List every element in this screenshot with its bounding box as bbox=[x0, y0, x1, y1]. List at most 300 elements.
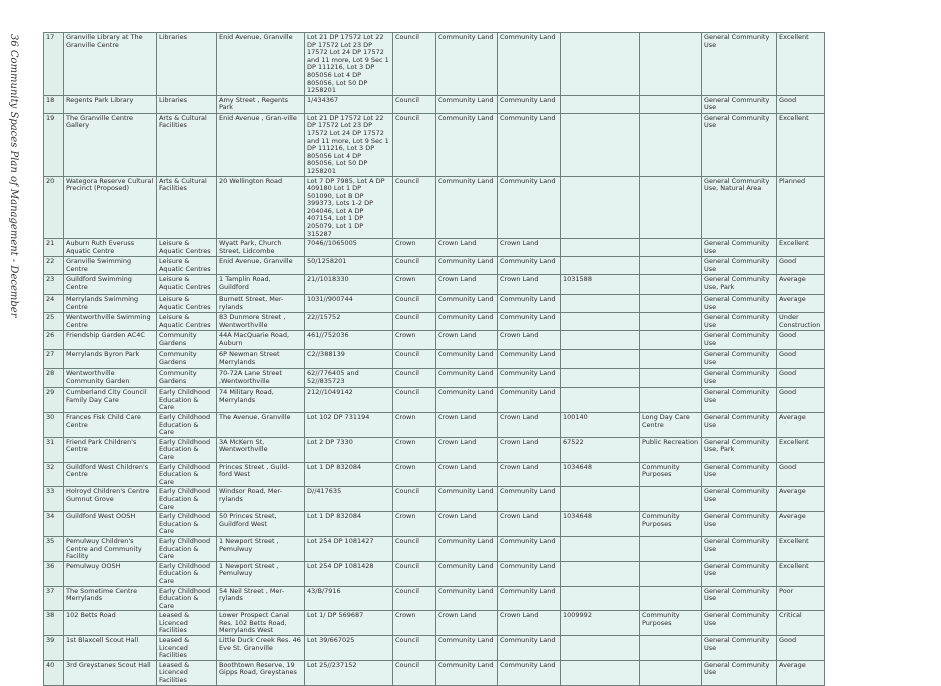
address-cell: Enid Avenue , Gran-ville bbox=[217, 113, 305, 176]
land-category-cell: Community Land bbox=[498, 295, 561, 313]
land-classification-cell: Community Land bbox=[436, 636, 498, 661]
row-number-cell: 20 bbox=[44, 176, 64, 239]
reserve-id-cell bbox=[561, 660, 640, 685]
category-cell: Leased & Licenced Facilities bbox=[157, 660, 217, 685]
table-row bbox=[44, 388, 825, 413]
permitted-use-cell: General Community Use bbox=[702, 113, 777, 176]
owner-cell: Council bbox=[393, 33, 436, 96]
lot-dp-cell: 43/B/7916 bbox=[305, 586, 393, 611]
land-category-cell: Community Land bbox=[498, 313, 561, 331]
owner-cell: Council bbox=[393, 95, 436, 113]
reserve-purpose-cell bbox=[640, 536, 702, 561]
category-cell: Early Childhood Education & Care bbox=[157, 512, 217, 537]
land-classification-cell: Community Land bbox=[436, 388, 498, 413]
permitted-use-cell: General Community Use bbox=[702, 586, 777, 611]
category-cell: Early Childhood Education & Care bbox=[157, 487, 217, 512]
row-number-cell: 33 bbox=[44, 487, 64, 512]
condition-cell: Good bbox=[777, 636, 825, 661]
land-classification-cell: Crown Land bbox=[436, 611, 498, 636]
lot-dp-cell: 22//15752 bbox=[305, 313, 393, 331]
owner-cell: Crown bbox=[393, 331, 436, 350]
permitted-use-cell: General Community Use bbox=[702, 462, 777, 487]
row-number-cell: 18 bbox=[44, 95, 64, 113]
land-classification-cell: Community Land bbox=[436, 257, 498, 275]
reserve-id-cell: 1031588 bbox=[561, 275, 640, 295]
condition-cell: Good bbox=[777, 462, 825, 487]
owner-cell: Council bbox=[393, 586, 436, 611]
category-cell: Community Gardens bbox=[157, 350, 217, 369]
reserve-id-cell: 1009992 bbox=[561, 611, 640, 636]
reserve-purpose-cell bbox=[640, 257, 702, 275]
owner-cell: Council bbox=[393, 536, 436, 561]
address-cell: 83 Dunmore Street , Wentworthville bbox=[217, 313, 305, 331]
land-category-cell: Community Land bbox=[498, 95, 561, 113]
owner-cell: Council bbox=[393, 561, 436, 586]
reserve-id-cell bbox=[561, 561, 640, 586]
condition-cell: Excellent bbox=[777, 113, 825, 176]
permitted-use-cell: General Community Use bbox=[702, 95, 777, 113]
land-classification-cell: Crown Land bbox=[436, 275, 498, 295]
row-number-cell: 34 bbox=[44, 512, 64, 537]
condition-cell: Excellent bbox=[777, 561, 825, 586]
land-classification-cell: Community Land bbox=[436, 113, 498, 176]
address-cell: Enid Avenue, Granville bbox=[217, 33, 305, 96]
condition-cell: Good bbox=[777, 350, 825, 369]
category-cell: Early Childhood Education & Care bbox=[157, 462, 217, 487]
land-classification-cell: Community Land bbox=[436, 536, 498, 561]
lot-dp-cell: Lot 2 DP 7330 bbox=[305, 437, 393, 462]
community-spaces-table bbox=[43, 32, 825, 686]
land-classification-cell: Community Land bbox=[436, 176, 498, 239]
address-cell: 3A McKern St, Wentworthville bbox=[217, 437, 305, 462]
row-number-cell: 29 bbox=[44, 388, 64, 413]
table-row bbox=[44, 350, 825, 369]
reserve-purpose-cell: Public Recreation bbox=[640, 437, 702, 462]
reserve-id-cell bbox=[561, 257, 640, 275]
reserve-id-cell bbox=[561, 331, 640, 350]
reserve-purpose-cell bbox=[640, 388, 702, 413]
address-cell: Amy Street , Regents Park bbox=[217, 95, 305, 113]
reserve-id-cell bbox=[561, 176, 640, 239]
land-category-cell: Community Land bbox=[498, 388, 561, 413]
lot-dp-cell: Lot 7 DP 7985, Lot A DP 409180 Lot 1 DP 501090, Lot B DP 399373, Lots 1-2 DP 204046, Lot A DP 407154, Lot 1 DP 205079, Lot 1 DP 315287 bbox=[305, 176, 393, 239]
land-classification-cell: Community Land bbox=[436, 350, 498, 369]
facility-name-cell: The Granville Centre Gallery bbox=[64, 113, 157, 176]
category-cell: Leased & Licenced Facilities bbox=[157, 636, 217, 661]
reserve-purpose-cell bbox=[640, 369, 702, 388]
table-row bbox=[44, 313, 825, 331]
address-cell: 6P Newman Street Merrylands bbox=[217, 350, 305, 369]
address-cell: Lower Prospect Canal Res. 102 Betts Road, Merrylands West bbox=[217, 611, 305, 636]
permitted-use-cell: General Community Use bbox=[702, 239, 777, 257]
condition-cell: Good bbox=[777, 388, 825, 413]
row-number-cell: 32 bbox=[44, 462, 64, 487]
row-number-cell: 27 bbox=[44, 350, 64, 369]
facility-name-cell: Friendship Garden AC4C bbox=[64, 331, 157, 350]
permitted-use-cell: General Community Use, Park bbox=[702, 275, 777, 295]
table-row bbox=[44, 33, 825, 96]
permitted-use-cell: General Community Use bbox=[702, 33, 777, 96]
row-number-cell: 26 bbox=[44, 331, 64, 350]
lot-dp-cell: Lot 21 DP 17572 Lot 22 DP 17572 Lot 23 DP 17572 Lot 24 DP 17572 and 11 more, Lot 9 Sec 1 DP 111216, Lot 3 DP 805056 Lot 4 DP 805056, Lot 50 DP 1258201 bbox=[305, 33, 393, 96]
reserve-purpose-cell bbox=[640, 636, 702, 661]
category-cell: Leased & Licenced Facilities bbox=[157, 611, 217, 636]
row-number-cell: 35 bbox=[44, 536, 64, 561]
land-category-cell: Crown Land bbox=[498, 413, 561, 438]
address-cell: Enid Avenue, Granville bbox=[217, 257, 305, 275]
facility-name-cell: Guildford West OOSH bbox=[64, 512, 157, 537]
land-category-cell: Community Land bbox=[498, 257, 561, 275]
reserve-id-cell: 67522 bbox=[561, 437, 640, 462]
lot-dp-cell: 21//1018330 bbox=[305, 275, 393, 295]
land-category-cell: Community Land bbox=[498, 636, 561, 661]
condition-cell: Good bbox=[777, 257, 825, 275]
facility-name-cell: 1st Blaxcell Scout Hall bbox=[64, 636, 157, 661]
owner-cell: Council bbox=[393, 113, 436, 176]
category-cell: Early Childhood Education & Care bbox=[157, 586, 217, 611]
condition-cell: Planned bbox=[777, 176, 825, 239]
owner-cell: Crown bbox=[393, 512, 436, 537]
lot-dp-cell: Lot 21 DP 17572 Lot 22 DP 17572 Lot 23 DP 17572 Lot 24 DP 17572 and 11 more, Lot 9 Sec 1 DP 111216, Lot 3 DP 805056 Lot 4 DP 805056, Lot 50 DP 1258201 bbox=[305, 113, 393, 176]
condition-cell: Average bbox=[777, 660, 825, 685]
reserve-id-cell bbox=[561, 295, 640, 313]
reserve-id-cell bbox=[561, 636, 640, 661]
condition-cell: Under Construction bbox=[777, 313, 825, 331]
land-classification-cell: Crown Land bbox=[436, 462, 498, 487]
table-row bbox=[44, 561, 825, 586]
land-classification-cell: Community Land bbox=[436, 660, 498, 685]
reserve-purpose-cell bbox=[640, 295, 702, 313]
reserve-purpose-cell bbox=[640, 487, 702, 512]
address-cell: 44A MacQuarie Road, Auburn bbox=[217, 331, 305, 350]
reserve-id-cell bbox=[561, 536, 640, 561]
reserve-purpose-cell bbox=[640, 275, 702, 295]
facility-name-cell: Regents Park Library bbox=[64, 95, 157, 113]
condition-cell: Excellent bbox=[777, 239, 825, 257]
permitted-use-cell: General Community Use bbox=[702, 611, 777, 636]
lot-dp-cell: Lot 1 DP 832084 bbox=[305, 462, 393, 487]
category-cell: Leisure & Aquatic Centres bbox=[157, 239, 217, 257]
condition-cell: Average bbox=[777, 275, 825, 295]
land-classification-cell: Crown Land bbox=[436, 413, 498, 438]
lot-dp-cell: D//417635 bbox=[305, 487, 393, 512]
address-cell: 70-72A Lane Street ,Wentworthville bbox=[217, 369, 305, 388]
permitted-use-cell: General Community Use bbox=[702, 313, 777, 331]
lot-dp-cell: 7046//1065005 bbox=[305, 239, 393, 257]
reserve-purpose-cell bbox=[640, 95, 702, 113]
facility-name-cell: Granville Swimming Centre bbox=[64, 257, 157, 275]
land-category-cell: Community Land bbox=[498, 536, 561, 561]
reserve-purpose-cell bbox=[640, 113, 702, 176]
facility-name-cell: Holroyd Children's Centre Gumnut Grove bbox=[64, 487, 157, 512]
condition-cell: Good bbox=[777, 331, 825, 350]
reserve-id-cell bbox=[561, 586, 640, 611]
owner-cell: Council bbox=[393, 295, 436, 313]
category-cell: Community Gardens bbox=[157, 331, 217, 350]
permitted-use-cell: General Community Use, Natural Area bbox=[702, 176, 777, 239]
permitted-use-cell: General Community Use bbox=[702, 257, 777, 275]
lot-dp-cell: Lot 254 DP 1081428 bbox=[305, 561, 393, 586]
reserve-purpose-cell bbox=[640, 33, 702, 96]
land-classification-cell: Crown Land bbox=[436, 437, 498, 462]
lot-dp-cell: 50/1258201 bbox=[305, 257, 393, 275]
reserve-purpose-cell bbox=[640, 561, 702, 586]
facility-name-cell: Auburn Ruth Everuss Aquatic Centre bbox=[64, 239, 157, 257]
permitted-use-cell: General Community Use bbox=[702, 660, 777, 685]
address-cell: 1 Newport Street , Pemulwuy bbox=[217, 536, 305, 561]
address-cell: Burnett Street, Mer-rylands bbox=[217, 295, 305, 313]
reserve-id-cell bbox=[561, 388, 640, 413]
address-cell: 50 Princes Street, Guildford West bbox=[217, 512, 305, 537]
land-classification-cell: Crown Land bbox=[436, 239, 498, 257]
owner-cell: Council bbox=[393, 388, 436, 413]
facility-name-cell: Pemulwuy OOSH bbox=[64, 561, 157, 586]
table-row bbox=[44, 660, 825, 685]
land-classification-cell: Community Land bbox=[436, 295, 498, 313]
owner-cell: Council bbox=[393, 313, 436, 331]
condition-cell: Average bbox=[777, 487, 825, 512]
land-category-cell: Community Land bbox=[498, 350, 561, 369]
permitted-use-cell: General Community Use bbox=[702, 331, 777, 350]
permitted-use-cell: General Community Use bbox=[702, 536, 777, 561]
owner-cell: Crown bbox=[393, 611, 436, 636]
category-cell: Leisure & Aquatic Centres bbox=[157, 275, 217, 295]
facility-name-cell: Wentworthville Community Garden bbox=[64, 369, 157, 388]
land-category-cell: Community Land bbox=[498, 369, 561, 388]
land-category-cell: Community Land bbox=[498, 660, 561, 685]
land-category-cell: Crown Land bbox=[498, 512, 561, 537]
facility-name-cell: Merrylands Byron Park bbox=[64, 350, 157, 369]
owner-cell: Council bbox=[393, 660, 436, 685]
land-category-cell: Community Land bbox=[498, 113, 561, 176]
land-classification-cell: Crown Land bbox=[436, 512, 498, 537]
condition-cell: Good bbox=[777, 95, 825, 113]
address-cell: Boothtown Reserve, 19 Gipps Road, Greystanes bbox=[217, 660, 305, 685]
address-cell: 54 Neil Street , Mer-rylands bbox=[217, 586, 305, 611]
table-body bbox=[44, 33, 825, 686]
reserve-id-cell bbox=[561, 113, 640, 176]
reserve-id-cell bbox=[561, 33, 640, 96]
facility-name-cell: Guildford West Children's Centre bbox=[64, 462, 157, 487]
row-number-cell: 17 bbox=[44, 33, 64, 96]
table-row bbox=[44, 295, 825, 313]
land-category-cell: Crown Land bbox=[498, 239, 561, 257]
condition-cell: Excellent bbox=[777, 437, 825, 462]
land-classification-cell: Community Land bbox=[436, 487, 498, 512]
reserve-purpose-cell bbox=[640, 313, 702, 331]
reserve-purpose-cell: Long Day Care Centre bbox=[640, 413, 702, 438]
condition-cell: Good bbox=[777, 369, 825, 388]
category-cell: Early Childhood Education & Care bbox=[157, 388, 217, 413]
table-row bbox=[44, 95, 825, 113]
owner-cell: Council bbox=[393, 257, 436, 275]
facility-name-cell: 102 Betts Road bbox=[64, 611, 157, 636]
row-number-cell: 25 bbox=[44, 313, 64, 331]
permitted-use-cell: General Community Use bbox=[702, 487, 777, 512]
owner-cell: Crown bbox=[393, 437, 436, 462]
land-category-cell: Crown Land bbox=[498, 611, 561, 636]
lot-dp-cell: Lot 39/667025 bbox=[305, 636, 393, 661]
category-cell: Arts & Cultural Facilities bbox=[157, 176, 217, 239]
lot-dp-cell: 1/434367 bbox=[305, 95, 393, 113]
table-row bbox=[44, 437, 825, 462]
facility-name-cell: Merrylands Swimming Centre bbox=[64, 295, 157, 313]
category-cell: Leisure & Aquatic Centres bbox=[157, 313, 217, 331]
reserve-id-cell bbox=[561, 239, 640, 257]
address-cell: Wyatt Park, Church Street, Lidcombe bbox=[217, 239, 305, 257]
reserve-id-cell bbox=[561, 369, 640, 388]
category-cell: Early Childhood Education & Care bbox=[157, 413, 217, 438]
permitted-use-cell: General Community Use, Park bbox=[702, 437, 777, 462]
reserve-purpose-cell bbox=[640, 586, 702, 611]
land-category-cell: Community Land bbox=[498, 33, 561, 96]
reserve-id-cell bbox=[561, 313, 640, 331]
reserve-id-cell: 1034648 bbox=[561, 512, 640, 537]
lot-dp-cell: 62//776405 and 52//835723 bbox=[305, 369, 393, 388]
table-row bbox=[44, 413, 825, 438]
reserve-purpose-cell bbox=[640, 660, 702, 685]
land-category-cell: Community Land bbox=[498, 176, 561, 239]
land-classification-cell: Community Land bbox=[436, 95, 498, 113]
land-category-cell: Crown Land bbox=[498, 331, 561, 350]
owner-cell: Crown bbox=[393, 413, 436, 438]
condition-cell: Critical bbox=[777, 611, 825, 636]
land-classification-cell: Community Land bbox=[436, 313, 498, 331]
row-number-cell: 31 bbox=[44, 437, 64, 462]
row-number-cell: 28 bbox=[44, 369, 64, 388]
table-row bbox=[44, 586, 825, 611]
permitted-use-cell: General Community Use bbox=[702, 350, 777, 369]
land-category-cell: Crown Land bbox=[498, 437, 561, 462]
row-number-cell: 38 bbox=[44, 611, 64, 636]
land-category-cell: Crown Land bbox=[498, 275, 561, 295]
table-row bbox=[44, 536, 825, 561]
land-classification-cell: Community Land bbox=[436, 586, 498, 611]
facility-name-cell: Pemulwuy Children's Centre and Community Facility bbox=[64, 536, 157, 561]
land-category-cell: Community Land bbox=[498, 487, 561, 512]
table-row bbox=[44, 611, 825, 636]
permitted-use-cell: General Community Use bbox=[702, 295, 777, 313]
row-number-cell: 19 bbox=[44, 113, 64, 176]
facility-name-cell: Friend Park Children's Centre bbox=[64, 437, 157, 462]
row-number-cell: 36 bbox=[44, 561, 64, 586]
table-row bbox=[44, 113, 825, 176]
category-cell: Leisure & Aquatic Centres bbox=[157, 295, 217, 313]
reserve-purpose-cell bbox=[640, 331, 702, 350]
lot-dp-cell: Lot 25//237152 bbox=[305, 660, 393, 685]
category-cell: Leisure & Aquatic Centres bbox=[157, 257, 217, 275]
row-number-cell: 37 bbox=[44, 586, 64, 611]
permitted-use-cell: General Community Use bbox=[702, 512, 777, 537]
lot-dp-cell: 212//1049142 bbox=[305, 388, 393, 413]
address-cell: 20 Wellington Road bbox=[217, 176, 305, 239]
table-row bbox=[44, 176, 825, 239]
condition-cell: Poor bbox=[777, 586, 825, 611]
owner-cell: Crown bbox=[393, 462, 436, 487]
address-cell: 1 Newport Street , Pemulwuy bbox=[217, 561, 305, 586]
category-cell: Early Childhood Education & Care bbox=[157, 561, 217, 586]
permitted-use-cell: General Community Use bbox=[702, 369, 777, 388]
table-row bbox=[44, 369, 825, 388]
facility-name-cell: Wentworthville Swimming Centre bbox=[64, 313, 157, 331]
land-classification-cell: Community Land bbox=[436, 33, 498, 96]
condition-cell: Average bbox=[777, 413, 825, 438]
address-cell: Windsor Road, Mer-rylands bbox=[217, 487, 305, 512]
category-cell: Libraries bbox=[157, 95, 217, 113]
lot-dp-cell: Lot 1 DP 832084 bbox=[305, 512, 393, 537]
category-cell: Early Childhood Education & Care bbox=[157, 536, 217, 561]
condition-cell: Average bbox=[777, 295, 825, 313]
owner-cell: Council bbox=[393, 636, 436, 661]
table-row bbox=[44, 487, 825, 512]
lot-dp-cell: 461//752036 bbox=[305, 331, 393, 350]
permitted-use-cell: General Community Use bbox=[702, 561, 777, 586]
land-classification-cell: Community Land bbox=[436, 561, 498, 586]
category-cell: Libraries bbox=[157, 33, 217, 96]
address-cell: 1 Tamplin Road, Guildford bbox=[217, 275, 305, 295]
category-cell: Arts & Cultural Facilities bbox=[157, 113, 217, 176]
row-number-cell: 40 bbox=[44, 660, 64, 685]
lot-dp-cell: Lot 254 DP 1081427 bbox=[305, 536, 393, 561]
row-number-cell: 22 bbox=[44, 257, 64, 275]
table-row bbox=[44, 239, 825, 257]
table-row bbox=[44, 512, 825, 537]
land-category-cell: Community Land bbox=[498, 561, 561, 586]
reserve-id-cell: 100140 bbox=[561, 413, 640, 438]
permitted-use-cell: General Community Use bbox=[702, 388, 777, 413]
table-row bbox=[44, 331, 825, 350]
facility-name-cell: 3rd Greystanes Scout Hall bbox=[64, 660, 157, 685]
row-number-cell: 21 bbox=[44, 239, 64, 257]
reserve-purpose-cell bbox=[640, 350, 702, 369]
owner-cell: Council bbox=[393, 487, 436, 512]
reserve-purpose-cell bbox=[640, 239, 702, 257]
condition-cell: Excellent bbox=[777, 33, 825, 96]
category-cell: Community Gardens bbox=[157, 369, 217, 388]
facility-name-cell: Cumberland City Council Family Day Care bbox=[64, 388, 157, 413]
side-title-text: 36 Community Spaces Plan of Management - December bbox=[8, 34, 19, 318]
row-number-cell: 30 bbox=[44, 413, 64, 438]
address-cell: 74 Military Road, Merrylands bbox=[217, 388, 305, 413]
owner-cell: Council bbox=[393, 350, 436, 369]
address-cell: The Avenue, Granville bbox=[217, 413, 305, 438]
row-number-cell: 24 bbox=[44, 295, 64, 313]
reserve-purpose-cell: Community Purposes bbox=[640, 462, 702, 487]
facility-name-cell: Wategora Reserve Cultural Precinct (Proposed) bbox=[64, 176, 157, 239]
land-category-cell: Community Land bbox=[498, 586, 561, 611]
land-classification-cell: Community Land bbox=[436, 369, 498, 388]
facility-name-cell: The Sometime Centre Merrylands bbox=[64, 586, 157, 611]
reserve-id-cell: 1034648 bbox=[561, 462, 640, 487]
reserve-purpose-cell: Community Purposes bbox=[640, 611, 702, 636]
address-cell: Princes Street , Guild-ford West bbox=[217, 462, 305, 487]
owner-cell: Council bbox=[393, 176, 436, 239]
owner-cell: Council bbox=[393, 369, 436, 388]
table-row bbox=[44, 257, 825, 275]
condition-cell: Average bbox=[777, 512, 825, 537]
page-side-title bbox=[4, 34, 22, 634]
land-classification-cell: Crown Land bbox=[436, 331, 498, 350]
row-number-cell: 23 bbox=[44, 275, 64, 295]
owner-cell: Crown bbox=[393, 239, 436, 257]
reserve-purpose-cell: Community Purposes bbox=[640, 512, 702, 537]
owner-cell: Crown bbox=[393, 275, 436, 295]
row-number-cell: 39 bbox=[44, 636, 64, 661]
address-cell: Little Duck Creek Res. 46 Eve St. Granville bbox=[217, 636, 305, 661]
lot-dp-cell: Lot 102 DP 731194 bbox=[305, 413, 393, 438]
table-row bbox=[44, 462, 825, 487]
reserve-id-cell bbox=[561, 487, 640, 512]
